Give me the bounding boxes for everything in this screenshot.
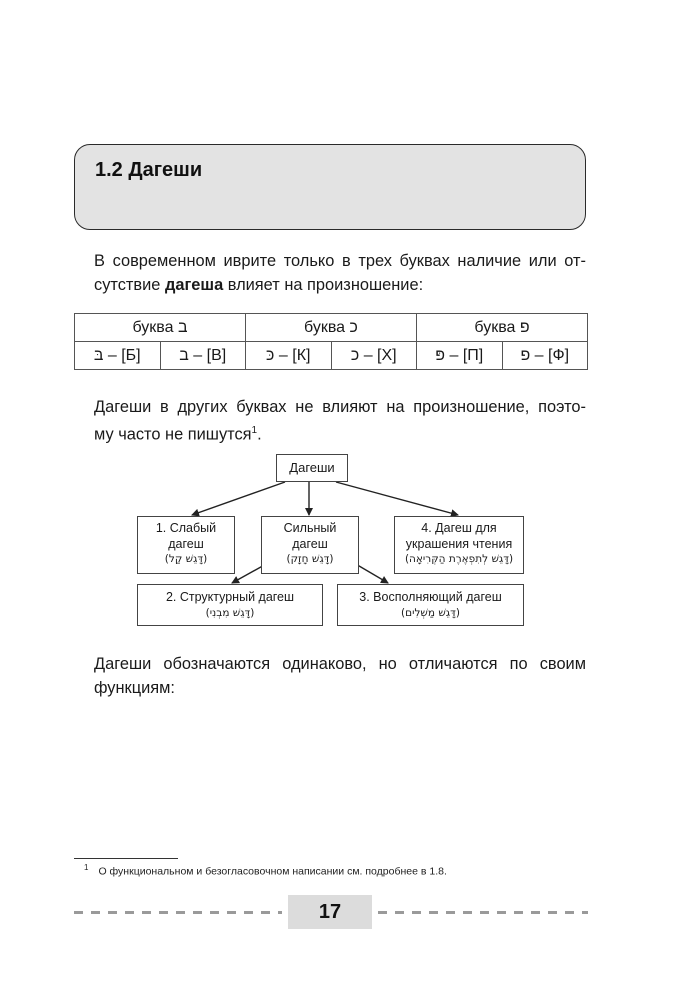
node-strong-line-2: дагеш xyxy=(292,536,328,551)
section-title: 1.2 Дагеши xyxy=(95,159,203,181)
para2-line-2-text: му часто не пишутся xyxy=(94,425,252,444)
node-embellish-hebrew: (דָּגֵשׁ לְתִפְאֶרֶת הַקְּרִיאָה) xyxy=(404,553,514,565)
diagram-node-strong xyxy=(261,516,359,574)
cell-bet-dagesh: בּ – [Б] xyxy=(75,342,161,370)
arrow-root-to-weak xyxy=(192,482,285,515)
third-paragraph xyxy=(94,652,586,700)
node-structural-hebrew: (דָּגֵשׁ מִבְנִי) xyxy=(205,606,255,619)
node-embellish-line-2: украшения чтения xyxy=(405,536,513,551)
header-bet: буква ב xyxy=(75,314,246,342)
intro-line-1: В современном иврите только в трех буквах наличие или от- xyxy=(94,252,586,270)
letters-table-row xyxy=(75,342,588,370)
diagram-node-weak xyxy=(137,516,235,574)
arrow-strong-to-compensatory xyxy=(354,563,388,583)
footer-dashes-right xyxy=(378,911,588,914)
letters-table-header-row xyxy=(75,314,588,342)
diagram-node-compensatory xyxy=(337,584,524,626)
node-weak-hebrew: (דָּגֵשׁ קַל) xyxy=(164,553,208,565)
intro-line-2-post: влияет на произношение: xyxy=(223,276,424,294)
intro-bold-term: дагеша xyxy=(164,276,224,294)
diagram-node-structural xyxy=(137,584,323,626)
letters-table xyxy=(74,313,588,370)
footnote xyxy=(84,863,447,878)
node-compensatory-label: 3. Восполняющий дагеш xyxy=(359,590,502,604)
footer-dashes-left xyxy=(74,911,282,914)
cell-bet-plain: ב – [В] xyxy=(160,342,246,370)
diagram-root-label: Дагеши xyxy=(289,460,335,475)
node-embellish-line-1: 4. Дагеш для xyxy=(421,521,497,535)
page-number: 17 xyxy=(288,895,372,929)
arrow-root-to-embellish xyxy=(336,482,458,515)
node-compensatory-hebrew: (דָּגֵשׁ מַשְׁלִים) xyxy=(401,606,460,619)
node-strong-line-1: Сильный xyxy=(283,521,337,535)
cell-kaf-plain: כ – [Х] xyxy=(331,342,417,370)
node-weak-line-2: дагеш xyxy=(168,536,204,551)
para2-line-1: Дагеши в других буквах не влияют на произношение, поэто- xyxy=(94,398,586,416)
diagram-root-node xyxy=(276,454,348,482)
intro-line-2 xyxy=(94,273,586,297)
para2-line-2-end: . xyxy=(257,425,262,444)
node-structural-label: 2. Структурный дагеш xyxy=(165,590,295,604)
footnote-text: О функциональном и безогласовочном написании см. подробнее в 1.8. xyxy=(98,865,447,878)
cell-pe-dagesh: פּ – [П] xyxy=(417,342,503,370)
para2-line-2 xyxy=(94,419,586,446)
node-strong-hebrew: (דָּגֵשׁ חָזָק) xyxy=(286,553,334,565)
header-kaf: буква כ xyxy=(246,314,417,342)
footnote-mark: 1 xyxy=(84,863,89,872)
cell-kaf-dagesh: כּ – [К] xyxy=(246,342,332,370)
para3-line-1: Дагеши обозначаются одинаково, но отличаются по своим xyxy=(94,655,586,673)
section-header-box xyxy=(74,144,586,230)
second-paragraph xyxy=(94,395,586,446)
footnote-divider xyxy=(74,858,178,859)
header-pe: буква פ xyxy=(417,314,588,342)
footnote-reference[interactable]: 1 xyxy=(251,425,258,436)
intro-paragraph xyxy=(94,249,586,297)
diagram-node-embellish xyxy=(394,516,524,574)
node-weak-line-1: 1. Слабый xyxy=(155,521,217,535)
cell-pe-plain: פ – [Ф] xyxy=(502,342,588,370)
intro-line-2-pre: сутствие xyxy=(94,276,165,294)
para3-line-2: функциям: xyxy=(94,679,175,697)
